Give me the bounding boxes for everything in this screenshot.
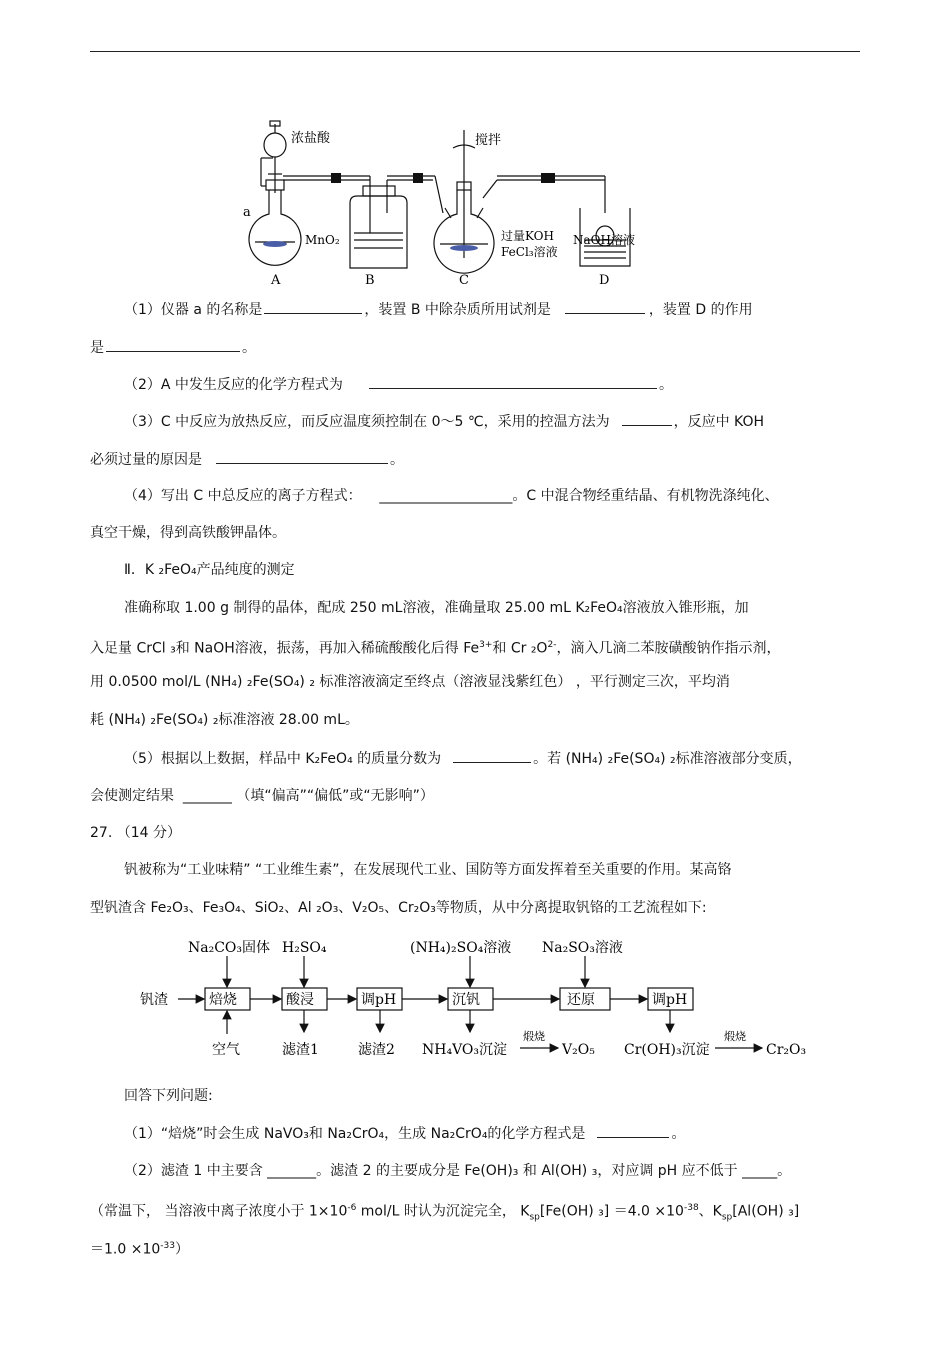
q27-2-text-c: 。滤渣 2 的主要成分是 Fe(OH)₃ 和 Al(OH) ₃，对应调 pH 应不低于 xyxy=(316,1163,738,1179)
q3-text-a: （3）C 中反应为放热反应，而反应温度须控制在 0～5 ℃，采用的控温方法为 xyxy=(124,414,610,430)
q1-text-a: （1）仪器 a 的名称是 xyxy=(124,302,263,318)
q27-2-text-a: （2）滤渣 1 中主要含 xyxy=(124,1163,263,1179)
q27-intro1-text: 钒被称为“工业味精” “工业维生素”，在发展现代工业、国防等方面发挥着至关重要的作用。某高铬 xyxy=(124,862,732,878)
q3-text-d: 。 xyxy=(390,452,404,468)
q2-line xyxy=(90,374,904,395)
q27-header xyxy=(90,823,870,843)
q27-1-text-b: 。 xyxy=(671,1126,686,1142)
q27-2-sup-h: -38 xyxy=(683,1203,699,1213)
procedure-text-3: 用 0.0500 mol/L (NH₄) ₂Fe(SO₄) ₂ 标准溶液滴定至终点（溶液显浅紫红色） ，平行测定三次，平均消 xyxy=(90,674,730,690)
procedure-line1 xyxy=(90,598,904,618)
q3-line1 xyxy=(90,411,904,432)
flow-calcine-2: 煅烧 xyxy=(724,1030,746,1043)
flow-below-4: NH₄VO₃沉淀 xyxy=(422,1042,508,1058)
process-flow-diagram xyxy=(130,936,820,1064)
q27-2-text-e: 。 xyxy=(777,1163,792,1179)
q3-text-c: 必须过量的原因是 xyxy=(90,452,202,468)
q3-blank-2[interactable] xyxy=(216,449,388,464)
procedure-line4 xyxy=(90,710,870,730)
q27-2-line2 xyxy=(90,1198,870,1227)
flow-input-2: H₂SO₄ xyxy=(282,940,327,956)
q27-intro2 xyxy=(90,898,870,918)
label-stir: 搅拌 xyxy=(475,133,502,148)
q27-2-sub-g: sp xyxy=(529,1212,540,1223)
label-koh: 过量KOH xyxy=(501,229,554,243)
label-C: C xyxy=(459,273,469,288)
q1-text-b: ，装置 B 中除杂质所用试剂是 xyxy=(364,302,551,318)
q4-text-a: （4）写出 C 中总反应的离子方程式： xyxy=(124,488,362,504)
q1-text-c: ，装置 D 的作用 xyxy=(648,302,753,318)
q1-text-e: 。 xyxy=(242,340,256,356)
answers-prompt-text: 回答下列问题: xyxy=(124,1088,213,1104)
procedure-sup-1: 3+ xyxy=(479,640,493,650)
q2-blank[interactable] xyxy=(369,374,657,389)
label-conc-hcl: 浓盐酸 xyxy=(291,131,331,146)
flow-step-1: 焙烧 xyxy=(209,992,237,1008)
q27-2-line1 xyxy=(90,1161,904,1181)
answers-prompt xyxy=(90,1086,904,1106)
q27-2-blank-1[interactable]: _______ xyxy=(267,1163,317,1179)
procedure-text-1: 准确称取 1.00 g 制得的晶体，配成 250 mL溶液，准确量取 25.00 mL K₂FeO₄溶液放入锥形瓶，加 xyxy=(124,600,749,616)
q5-text-b: 。若 (NH₄) ₂Fe(SO₄) ₂标准溶液部分变质， xyxy=(533,751,802,767)
flow-input-4: Na₂SO₃溶液 xyxy=(542,940,623,956)
q5-line2 xyxy=(90,786,870,806)
procedure-sup-2: 2- xyxy=(547,640,557,650)
header-rule xyxy=(90,51,860,52)
q4-line2 xyxy=(90,523,870,543)
q3-text-b: ，反应中 KOH xyxy=(673,414,764,430)
flow-input-3: (NH₄)₂SO₄溶液 xyxy=(410,940,512,956)
flow-below-7: Cr₂O₃ xyxy=(766,1042,807,1058)
procedure-text-2c: ，滴入几滴二苯胺磺酸钠作指示剂， xyxy=(556,640,781,657)
flow-input-1: Na₂CO₃固体 xyxy=(188,940,271,956)
q27-2-sup-f: -6 xyxy=(347,1203,357,1213)
q2-text-b: 。 xyxy=(658,377,673,393)
q3-blank-1[interactable] xyxy=(622,411,672,426)
procedure-line2 xyxy=(90,635,870,659)
q27-2-text-g: mol/L 时认为沉淀完全， K xyxy=(356,1203,530,1220)
q27-2-sub-i: sp xyxy=(721,1212,733,1223)
q1-line2 xyxy=(90,337,870,358)
flow-step-4: 沉钒 xyxy=(452,992,480,1008)
q27-2-text-l: ） xyxy=(174,1241,189,1258)
q2-text-a: （2）A 中发生反应的化学方程式为 xyxy=(124,377,343,393)
flow-step-6: 调pH xyxy=(652,992,688,1008)
flow-below-5: V₂O₅ xyxy=(562,1042,595,1058)
label-mno2: MnO₂ xyxy=(305,233,340,247)
flow-below-3: 滤渣2 xyxy=(358,1042,395,1058)
flow-step-2: 酸浸 xyxy=(286,992,314,1008)
q27-1-text-a: （1）“焙烧”时会生成 NaVO₃和 Na₂CrO₄，生成 Na₂CrO₄的化学方程式是 xyxy=(124,1126,586,1142)
label-naoh: NaOH溶液 xyxy=(573,233,635,247)
flow-start: 钒渣 xyxy=(140,992,168,1008)
apparatus-figure xyxy=(235,118,655,290)
q4-blank-text[interactable]: ___________________ xyxy=(379,488,513,504)
section2-title-text: Ⅱ．K ₂FeO₄产品纯度的测定 xyxy=(124,562,295,578)
q4-text-d: 真空干燥，得到高铁酸钾晶体。 xyxy=(90,525,286,541)
q27-2-sup-k: -33 xyxy=(160,1241,175,1251)
q1-blank-2[interactable] xyxy=(565,299,645,314)
q27-intro1 xyxy=(90,860,904,880)
q1-blank-1[interactable] xyxy=(264,299,362,314)
flow-step-5: 还原 xyxy=(567,992,595,1008)
label-B: B xyxy=(365,273,375,288)
q1-text-d: 是 xyxy=(90,340,104,356)
flow-step-3: 调pH xyxy=(361,992,397,1008)
flow-below-1: 空气 xyxy=(212,1042,240,1058)
q27-1-blank[interactable] xyxy=(597,1123,669,1138)
q27-1-line xyxy=(90,1123,904,1144)
flow-below-2: 滤渣1 xyxy=(282,1042,319,1058)
q4-text-c: 。C 中混合物经重结晶、有机物洗涤纯化、 xyxy=(512,488,779,504)
q27-2-text-f: （常温下， 当溶液中离子浓度小于 1×10 xyxy=(90,1203,348,1220)
q5-text-c: 会使测定结果 xyxy=(90,788,174,804)
q27-2-text-j: [Al(OH) ₃] xyxy=(732,1203,800,1220)
procedure-text-2a: 入足量 CrCl ₃和 NaOH溶液，振荡，再加入稀硫酸酸化后得 Fe xyxy=(90,640,480,657)
q4-line1 xyxy=(90,486,904,506)
label-a: a xyxy=(243,205,251,220)
q27-2-line3 xyxy=(90,1236,870,1260)
label-D: D xyxy=(599,273,610,288)
label-A: A xyxy=(271,273,281,288)
q5-blank-1[interactable] xyxy=(453,748,531,763)
flow-below-6: Cr(OH)₃沉淀 xyxy=(624,1042,710,1058)
q5-text-e: （填“偏高”“偏低”或“无影响”） xyxy=(236,788,434,804)
q5-line1 xyxy=(90,748,904,769)
q5-text-a: （5）根据以上数据，样品中 K₂FeO₄ 的质量分数为 xyxy=(124,751,442,767)
procedure-line3 xyxy=(90,672,870,692)
section2-title xyxy=(90,560,904,580)
q27-2-text-k: ＝1.0 ×10 xyxy=(90,1241,161,1258)
flow-calcine-1: 煅烧 xyxy=(523,1030,545,1043)
q27-header-text: 27. （14 分） xyxy=(90,825,181,841)
label-fecl3: FeCl₃溶液 xyxy=(501,245,558,259)
q27-2-text-i: 、K xyxy=(698,1203,722,1220)
q27-2-text-h: [Fe(OH) ₃] ＝4.0 ×10 xyxy=(539,1203,684,1220)
q27-2-blank-2[interactable]: _____ xyxy=(742,1163,778,1179)
q1-blank-3[interactable] xyxy=(106,337,240,352)
procedure-text-4: 耗 (NH₄) ₂Fe(SO₄) ₂标准溶液 28.00 mL。 xyxy=(90,712,359,728)
q5-blank-2[interactable]: _______ xyxy=(182,788,232,804)
q1-line1 xyxy=(90,299,904,320)
q27-intro2-text: 型钒渣含 Fe₂O₃、Fe₃O₄、SiO₂、Al ₂O₃、V₂O₅、Cr₂O₃等物质，从中分离提取钒铬的工艺流程如下: xyxy=(90,900,707,916)
procedure-text-2b: 和 Cr ₂O xyxy=(492,640,548,657)
q3-line2 xyxy=(90,449,870,470)
